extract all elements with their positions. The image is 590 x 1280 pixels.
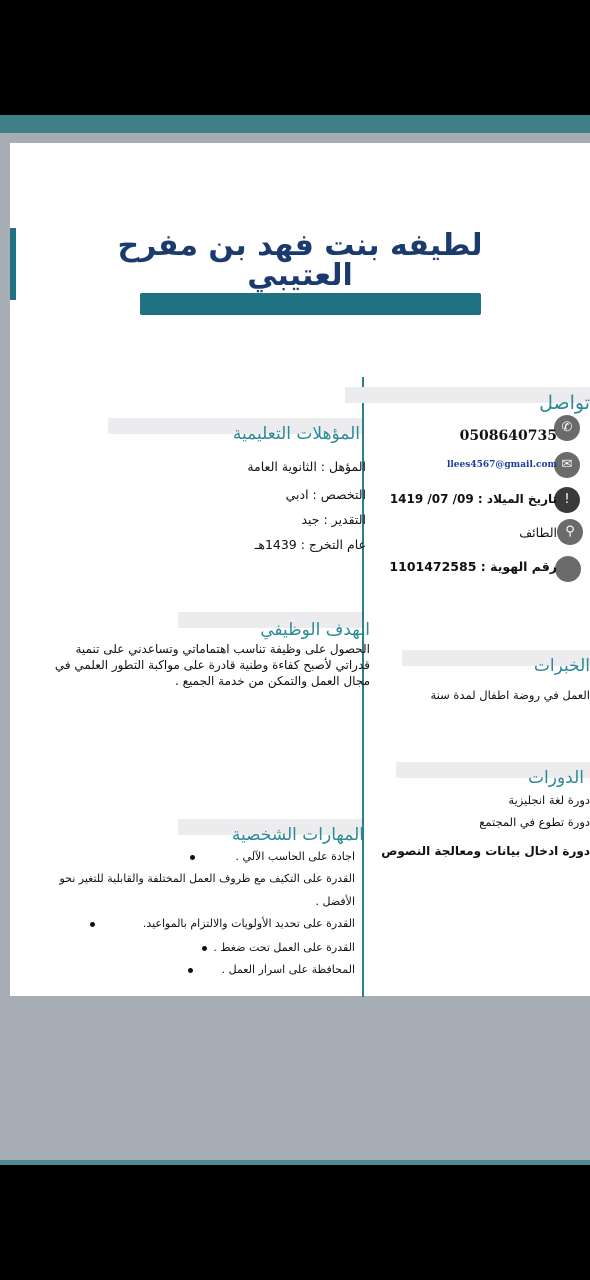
id-icon	[555, 556, 581, 582]
name-underline-bar	[140, 293, 481, 315]
experience-heading: الخبرات	[533, 656, 590, 676]
cv-name	[110, 228, 490, 294]
bullet-icon	[90, 922, 95, 927]
education-qualification: المؤهل : الثانوية العامة	[247, 459, 366, 474]
skill-item: القدرة على تحديد الأولويات والالتزام بالمواعيد.	[142, 917, 355, 930]
id-number: رقم الهوية : 1101472585	[389, 559, 557, 574]
phone-icon: ✆	[554, 415, 580, 441]
exclamation-icon: !	[554, 487, 580, 513]
skill-item: القدرة على العمل تحت ضغط .	[213, 941, 355, 954]
objective-line-2: قدراتي لأصبح كفاءة وطنية قادرة على مواكبة التطور العلمي في	[54, 658, 370, 672]
courses-heading: الدورات	[528, 768, 584, 788]
bullet-icon	[202, 946, 207, 951]
city: الطائف	[519, 525, 557, 540]
name-line-1: لطيفه بنت فهد بن مفرح	[117, 228, 483, 263]
experience-item: العمل في روضة اطفال لمدة سنة	[430, 688, 590, 702]
birth-date: تاريخ الميلاد : 09/ 07/ 1419	[389, 492, 557, 506]
phone-number: 0508640735	[459, 428, 557, 444]
skill-item: القدرة على التكيف مع ظروف العمل المختلفة والقابلية للتغير نحو	[59, 872, 355, 885]
course-item: دورة ادخال بيانات ومعالجة النصوص	[381, 844, 590, 858]
skill-item: الأفضل .	[315, 895, 355, 908]
course-item: دورة تطوع في المجتمع	[479, 815, 590, 829]
location-icon: ⚲	[557, 519, 583, 545]
objective-line-3: مجال العمل والتمكن من خدمة الجميع .	[175, 674, 370, 688]
education-major: التخصص : ادبي	[285, 487, 366, 502]
bullet-icon	[188, 968, 193, 973]
course-item: دورة لغة انجليزية	[508, 793, 590, 807]
bottom-teal-strip	[0, 1160, 590, 1165]
objective-heading: الهدف الوظيفي	[260, 620, 370, 640]
skill-item: المحافظة على اسرار العمل .	[221, 963, 355, 976]
contact-heading: تواصل	[539, 392, 590, 414]
bullet-icon	[190, 855, 195, 860]
left-accent-bar	[10, 228, 16, 300]
education-heading: المؤهلات التعليمية	[232, 424, 360, 444]
objective-text	[30, 641, 370, 689]
objective-line-1: الحصول على وظيفة تناسب اهتماماتي وتساعدني على تنمية	[75, 642, 370, 656]
email-address: llees4567@gmail.com	[446, 460, 557, 470]
skill-item: اجادة على الحاسب الآلي .	[235, 850, 355, 863]
skills-heading: المهارات الشخصية	[231, 825, 364, 845]
name-line-2: العتيبي	[247, 258, 353, 293]
mail-icon: ✉	[554, 452, 580, 478]
education-grade: التقدير : جيد	[301, 512, 366, 527]
education-graduation: عام التخرج : 1439هـ	[254, 537, 366, 552]
top-teal-strip	[0, 115, 590, 133]
